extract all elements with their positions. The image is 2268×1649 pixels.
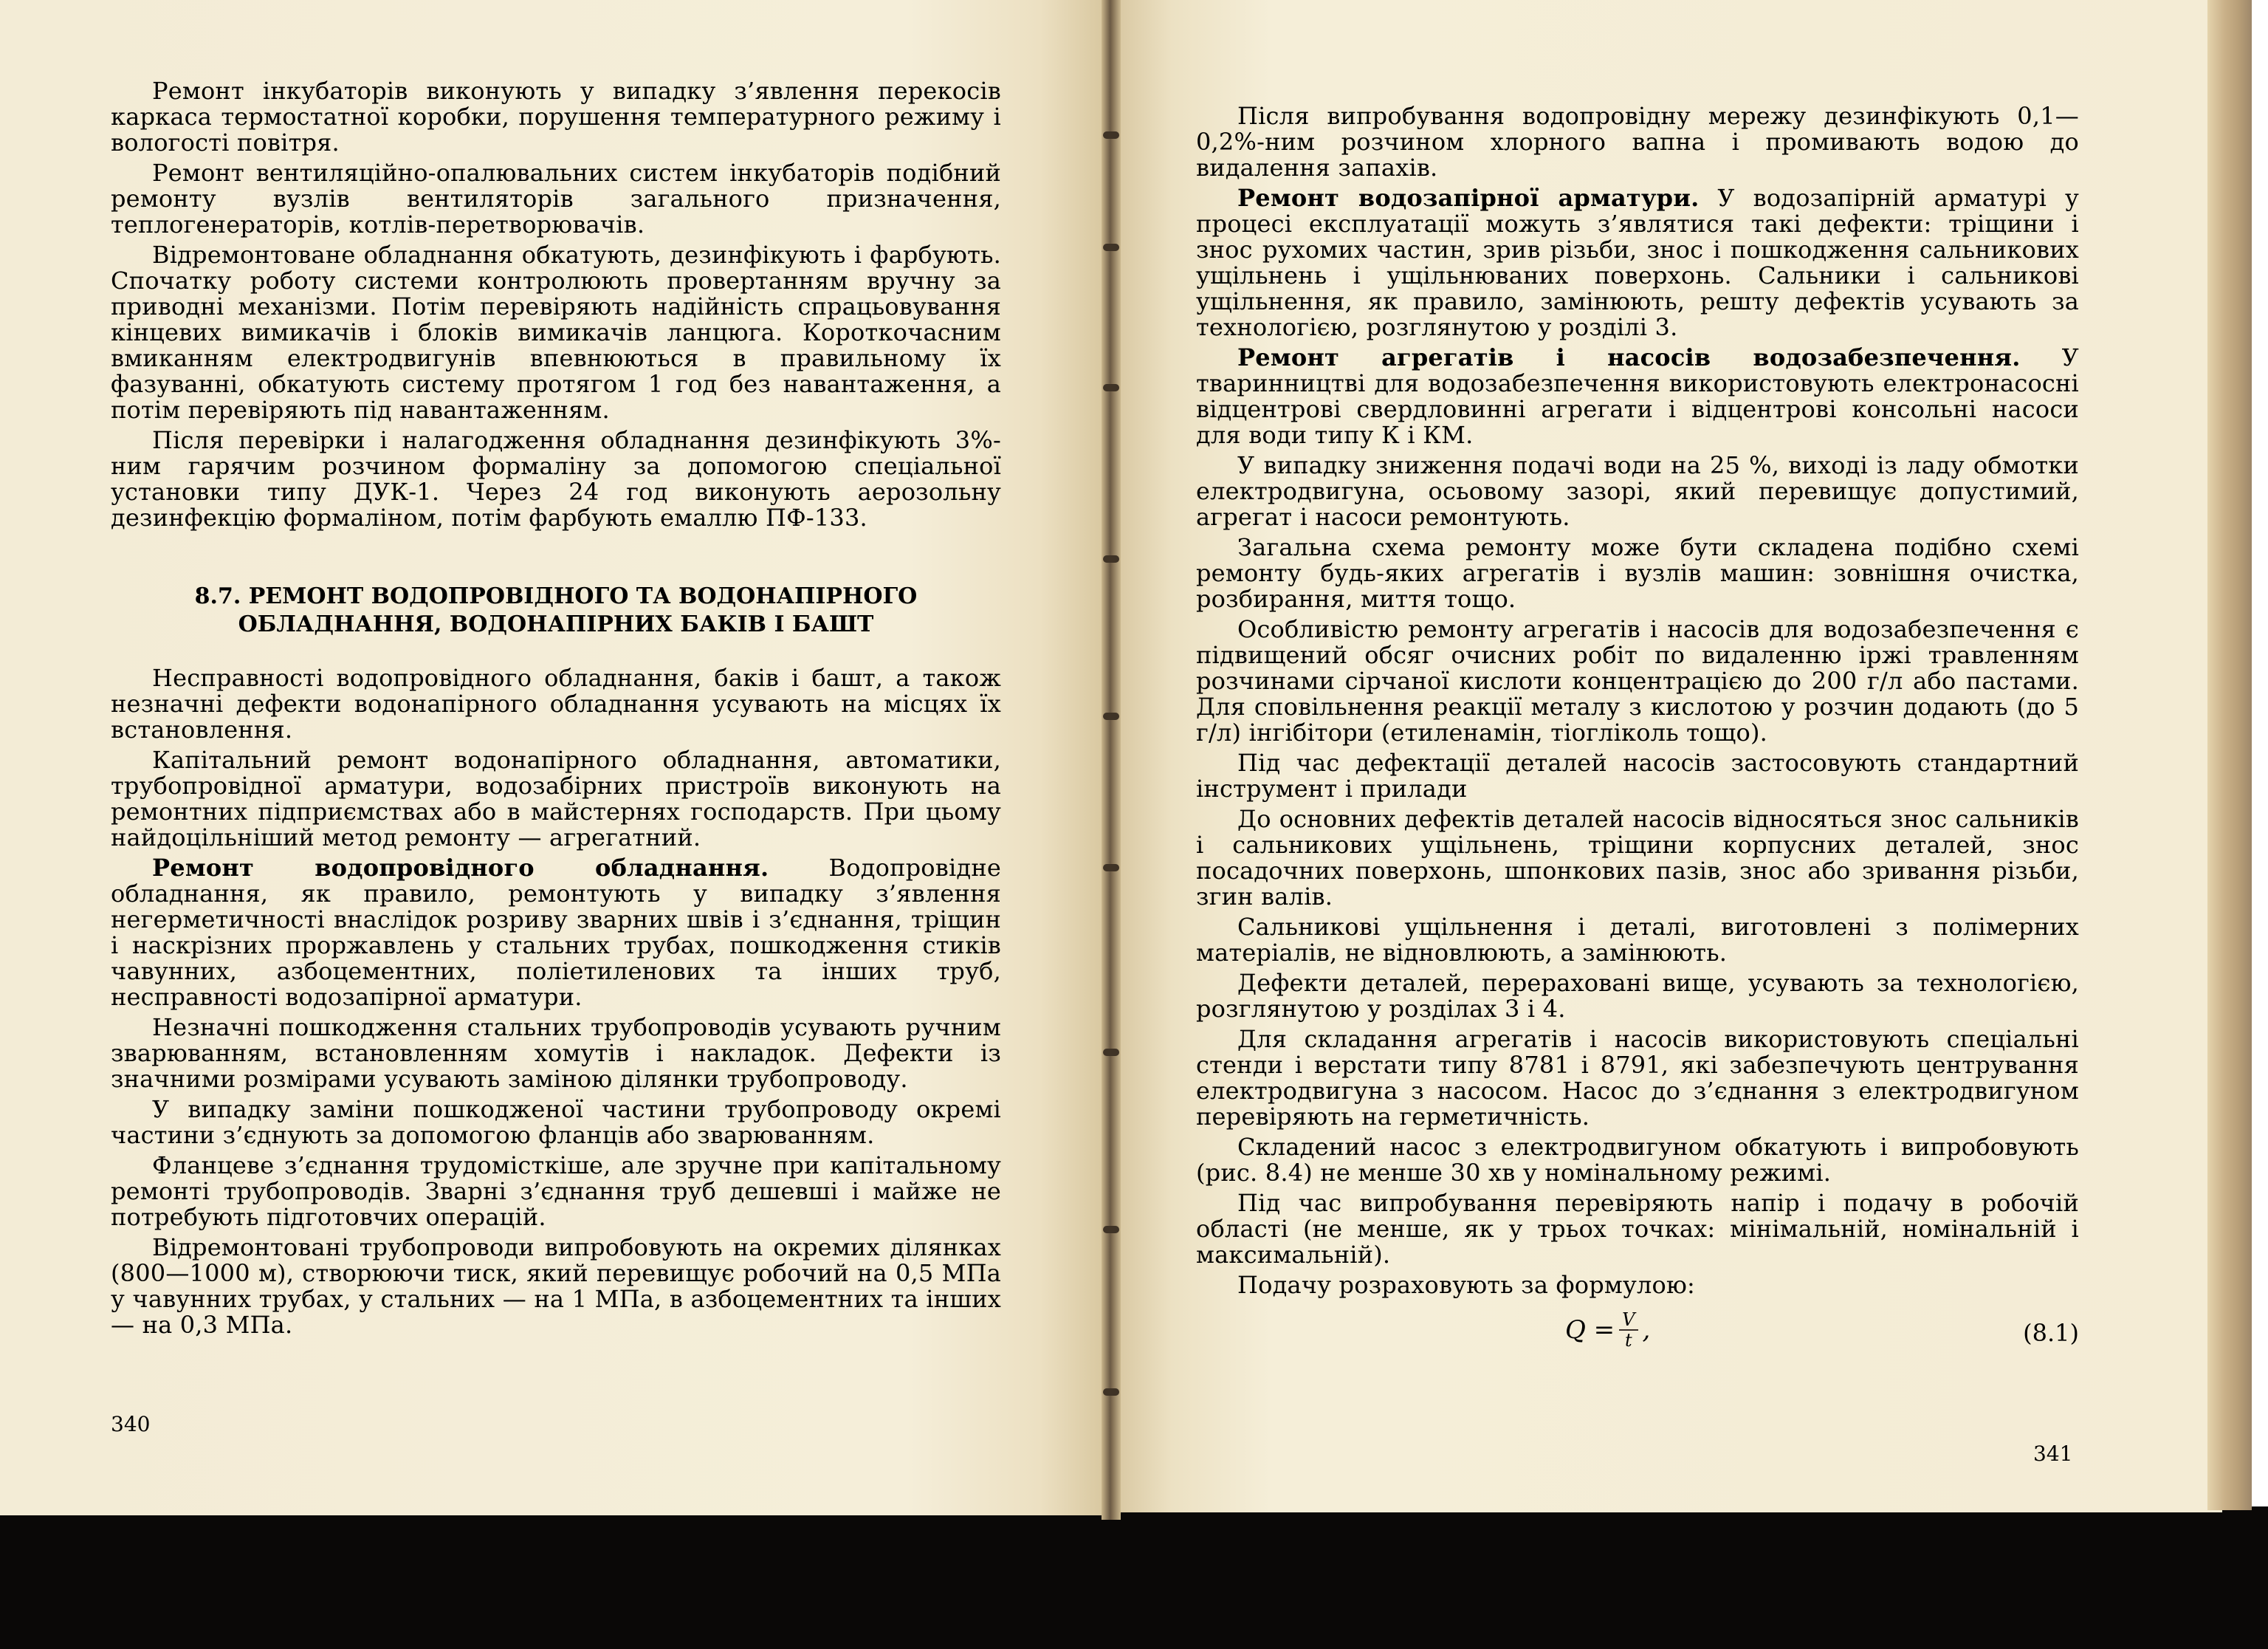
paragraph: Відремонтоване обладнання обкатують, дезинфікують і фарбують. Спочатку роботу системи контролюють провертанням вручну за приводні механізми. Потім перевіряють надійність спрацьовування кінцевих вимикачів і блоків вимикачів ланцюга. Короткочасним вмиканням електродвигунів впевнюються в правильному їх фазуванні, обкатують систему протягом 1 год без навантаження, а потім перевіряють під навантаженням.: [111, 241, 1001, 424]
formula-denominator: t: [1625, 1330, 1632, 1351]
paragraph: [1196, 345, 2079, 448]
section-heading-line: 8.7. РЕМОНТ ВОДОПРОВІДНОГО ТА ВОДОНАПІРНОГО: [194, 583, 918, 609]
paragraph: [111, 665, 1001, 743]
left-page-text: [111, 78, 1001, 1343]
paragraph: [111, 747, 1001, 851]
paragraph-body: Капітальний ремонт водонапірного обладнання, автоматики, трубопровідної арматури, водозабірних пристроїв виконують на ремонтних підприємствах або в майстернях господарств. При цьому найдоцільніший метод ремонту — агрегатний.: [111, 746, 1001, 851]
paragraph-lead: Ремонт водопровідного обладнання.: [152, 854, 769, 882]
formula-lhs: Q =: [1565, 1315, 1615, 1345]
paragraph: [1196, 970, 2079, 1022]
paragraph-body: У випадку зниження подачі води на 25 %, виході із ладу обмотки електродвигуна, осьовому зазорі, який перевищує допустимий, агрегат і насоси ремонтують.: [1196, 451, 2079, 531]
formula-fraction: [1619, 1310, 1638, 1350]
paragraph: [1196, 914, 2079, 966]
paragraph-lead: Ремонт водозапірної арматури.: [1237, 184, 1700, 212]
right-page-text: [1196, 103, 2079, 1359]
paragraph: Ремонт вентиляційно-опалювальних систем інкубаторів подібний ремонту вузлів вентиляторів загального призначення, теплогенераторів, котлів-перетворювачів.: [111, 159, 1001, 239]
formula: [1565, 1310, 1650, 1350]
paragraph-body: У водозапірній арматурі у процесі експлуатації можуть з’являтися такі дефекти: тріщини і знос рухомих частин, зрив різьби, знос і пошкодження сальникових ущільнень і ущільнюваних поверхонь. Сальники і сальникові ущільнення, як правило, замінюють, решту дефектів усувають за технологією, розглянутою у розділі 3.: [1196, 184, 2079, 341]
paragraph-body: Після випробування водопровідну мережу дезинфікують 0,1—0,2%-ним розчином хлорного вапна і промивають водою до видалення запахів.: [1196, 102, 2079, 182]
binding-stitches: [1097, 0, 1127, 1514]
paragraph: Після перевірки і налагодження обладнання дезинфікують 3%-ним гарячим розчином формаліну за допомогою спеціальної установки типу ДУК-1. Через 24 год виконують аерозольну дезинфекцію формаліном, потім фарбують емаллю ПФ-133.: [111, 426, 1001, 532]
paragraph: [1196, 1134, 2079, 1186]
book-edge: [2207, 0, 2252, 1510]
page-number: 340: [111, 1412, 151, 1436]
page-number: 341: [2033, 1441, 2073, 1466]
paragraph: [1196, 1272, 2079, 1298]
paragraph: [111, 1235, 1001, 1338]
paragraph: [1196, 750, 2079, 802]
paragraph: [111, 855, 1001, 1010]
paragraph-body: Сальникові ущільнення і деталі, виготовлені з полімерних матеріалів, не відновлюють, а замінюють.: [1196, 913, 2079, 967]
paragraph-body: Дефекти деталей, перераховані вище, усувають за технологією, розглянутою у розділах 3 і 4.: [1196, 969, 2079, 1023]
paragraph: [1196, 1026, 2079, 1130]
stitch: [1103, 131, 1119, 139]
paragraph: [1196, 1190, 2079, 1268]
stitch: [1103, 1388, 1119, 1396]
formula-trailing: ,: [1642, 1315, 1651, 1345]
scan-background: [0, 1506, 2268, 1649]
formula-numerator: V: [1619, 1310, 1638, 1331]
stitch: [1103, 1226, 1119, 1233]
equation-number: (8.1): [2023, 1319, 2079, 1347]
paragraph: [111, 1097, 1001, 1148]
paragraph-body: Під час випробування перевіряють напір і подачу в робочій області (не менше, як у трьох точках: мінімальній, номінальній і максимальній).: [1196, 1189, 2079, 1269]
paragraph-body: Несправності водопровідного обладнання, баків і башт, а також незначні дефекти водонапірного обладнання усувають на місцях їх встановлення.: [111, 664, 1001, 744]
section-heading: [111, 583, 1001, 639]
paragraph-body: Подачу розраховують за формулою:: [1237, 1271, 1696, 1299]
paragraph-body: Незначні пошкодження стальних трубопроводів усувають ручним зварюванням, встановленням хомутів і накладок. Дефекти із значними розмірами усувають заміною ділянки трубопроводу.: [111, 1013, 1001, 1093]
paragraph-body: Водопровідне обладнання, як правило, ремонтують у випадку з’явлення негерметичності внаслідок розриву зварних швів і з’єднання, тріщин і наскрізних проржавлень у стальних трубах, пошкодження стиків чавунних, азбоцементних, поліетиленових та інших труб, несправності водозапірної арматури.: [111, 854, 1001, 1011]
paragraph: [1196, 535, 2079, 612]
paragraph-body: Загальна схема ремонту може бути складена подібно схемі ремонту будь-яких агрегатів і вузлів машин: зовнішня очистка, розбирання, миття тощо.: [1196, 533, 2079, 613]
stitch: [1103, 1049, 1119, 1056]
paragraph-body: У тваринництві для водозабезпечення використовують електронасосні відцентрові свердловинні агрегати і відцентрові консольні насоси для води типу К і КМ.: [1196, 343, 2079, 449]
formula-row: [1196, 1303, 2079, 1359]
paragraph-body: Складений насос з електродвигуном обкатують і випробовують (рис. 8.4) не менше 30 хв у номінальному режимі.: [1196, 1133, 2079, 1187]
paragraph: [111, 1153, 1001, 1230]
stitch: [1103, 244, 1119, 251]
paragraph: Ремонт інкубаторів виконують у випадку з’явлення перекосів каркаса термостатної коробки, порушення температурного режиму і вологості повітря.: [111, 77, 1001, 157]
paragraph: [1196, 185, 2079, 340]
stitch: [1103, 555, 1119, 563]
paragraph-body: Особливістю ремонту агрегатів і насосів для водозабезпечення є підвищений обсяг очисних робіт по видаленню іржі травленням розчинами сірчаної кислоти концентрацією до 200 г/л або пастами. Для сповільнення реакції металу з кислотою у розчин додають (до 5 г/л) інгібітори (етиленамін, тіогліколь тощо).: [1196, 615, 2079, 747]
paragraph-body: Відремонтовані трубопроводи випробовують на окремих ділянках (800—1000 м), створюючи тиск, який перевищує робочий на 0,5 МПа у чавунних трубах, у стальних — на 1 МПа, в азбоцементних та інших — на 0,3 МПа.: [111, 1233, 1001, 1339]
stitch: [1103, 384, 1119, 391]
paragraph-body: Фланцеве з’єднання трудомісткіше, але зручне при капітальному ремонті трубопроводів. Зварні з’єднання труб дешевші і майже не потребують підготовчих операцій.: [111, 1151, 1001, 1231]
paragraph-body: Під час дефектації деталей насосів застосовують стандартний інструмент і прилади: [1196, 749, 2079, 803]
paragraph: [1196, 806, 2079, 910]
paragraph-lead: Ремонт агрегатів і насосів водозабезпечення.: [1237, 343, 2021, 371]
paragraph: [1196, 453, 2079, 530]
paragraph: [111, 1015, 1001, 1092]
stitch: [1103, 864, 1119, 871]
paragraph-body: До основних дефектів деталей насосів відносяться знос сальників і сальникових ущільнень, тріщини корпусних деталей, знос посадочних поверхонь, шпонкових пазів, знос або зривання різьби, згин валів.: [1196, 805, 2079, 911]
paragraph-body: Для складання агрегатів і насосів використовують спеціальні стенди і верстати типу 8781 і 8791, які забезпечують центрування електродвигуна з насосом. Насос до з’єднання з електродвигуном перевіряють на герметичність.: [1196, 1025, 2079, 1131]
paragraph: [1196, 103, 2079, 181]
section-heading-line: ОБЛАДНАННЯ, ВОДОНАПІРНИХ БАКІВ І БАШТ: [238, 611, 874, 637]
paragraph: [1196, 617, 2079, 746]
paragraph-body: У випадку заміни пошкодженої частини трубопроводу окремі частини з’єднують за допомогою фланців або зварюванням.: [111, 1095, 1001, 1149]
stitch: [1103, 713, 1119, 720]
